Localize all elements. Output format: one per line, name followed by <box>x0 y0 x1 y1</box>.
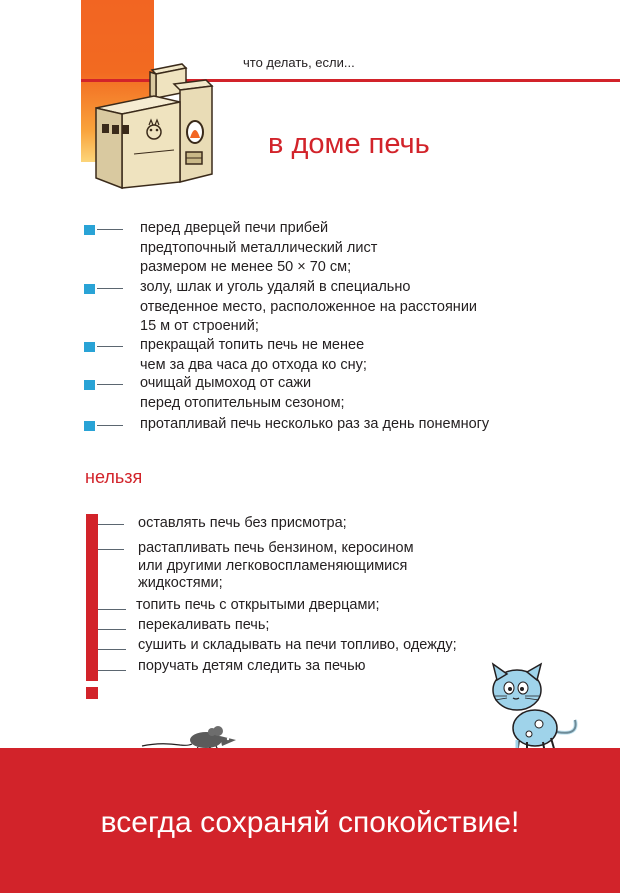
forbidden-item <box>98 540 414 593</box>
item-line: чем за два часа до отхода ко сну; <box>140 356 367 373</box>
footer-slogan: всегда сохраняй спокойствие! <box>100 806 520 839</box>
blue-square-icon <box>84 225 95 235</box>
item-line: очищай дымоход от сажи <box>140 375 312 391</box>
blue-square-icon <box>84 342 95 352</box>
item-tick <box>98 629 126 630</box>
item-line: перед дверцей печи прибей <box>140 220 329 236</box>
item-line: перекаливать печь; <box>138 617 270 633</box>
blue-square-icon <box>84 421 95 431</box>
warning-dot-icon <box>86 687 98 699</box>
forbidden-heading: нельзя <box>85 467 143 487</box>
list-item <box>84 336 367 375</box>
item-line: 15 м от строений; <box>140 318 259 334</box>
item-line: прекращай топить печь не менее <box>140 337 365 353</box>
blue-square-icon <box>84 380 95 390</box>
item-tick <box>98 649 126 650</box>
forbidden-item <box>98 658 366 676</box>
forbidden-item <box>98 637 457 655</box>
item-line: размером не менее 50 × 70 см; <box>140 259 352 275</box>
item-tick <box>98 549 124 550</box>
item-tick <box>98 670 126 671</box>
mouse-illustration <box>140 718 240 752</box>
item-line: оставлять печь без присмотра; <box>138 515 347 531</box>
item-line: сушить и складывать на печи топливо, одежду; <box>138 637 457 653</box>
bullet-dash <box>97 288 123 289</box>
forbidden-item <box>98 515 347 533</box>
bullet-dash <box>97 229 123 230</box>
bullet-dash <box>97 425 123 426</box>
item-line: жидкостями; <box>138 575 223 591</box>
item-line: золу, шлак и уголь удаляй в специально <box>140 279 411 295</box>
forbidden-item <box>98 617 269 635</box>
bullet-dash <box>97 384 123 385</box>
cat-illustration <box>487 662 583 756</box>
list-item <box>84 415 489 435</box>
item-line: растапливать печь бензином, керосином <box>138 540 414 556</box>
list-item <box>84 219 377 278</box>
item-tick <box>98 524 124 525</box>
header-subtitle: что делать, если... <box>243 55 355 70</box>
item-line: протапливай печь несколько раз за день понемногу <box>140 416 490 432</box>
item-line: перед отопительным сезоном; <box>140 394 345 411</box>
item-line: топить печь с открытыми дверцами; <box>136 597 380 613</box>
item-line: отведенное место, расположенное на расстоянии <box>140 298 478 315</box>
item-line: поручать детям следить за печью <box>138 658 366 674</box>
list-item <box>84 374 345 413</box>
warning-bar-icon <box>86 514 98 681</box>
forbidden-item <box>98 597 380 615</box>
item-line: или другими легковоспламеняющимися <box>138 557 408 574</box>
page-title: в доме печь <box>268 128 430 160</box>
blue-square-icon <box>84 284 95 294</box>
item-line: предтопочный металлический лист <box>140 239 378 256</box>
list-item <box>84 278 477 337</box>
bullet-dash <box>97 346 123 347</box>
item-tick <box>98 609 126 610</box>
